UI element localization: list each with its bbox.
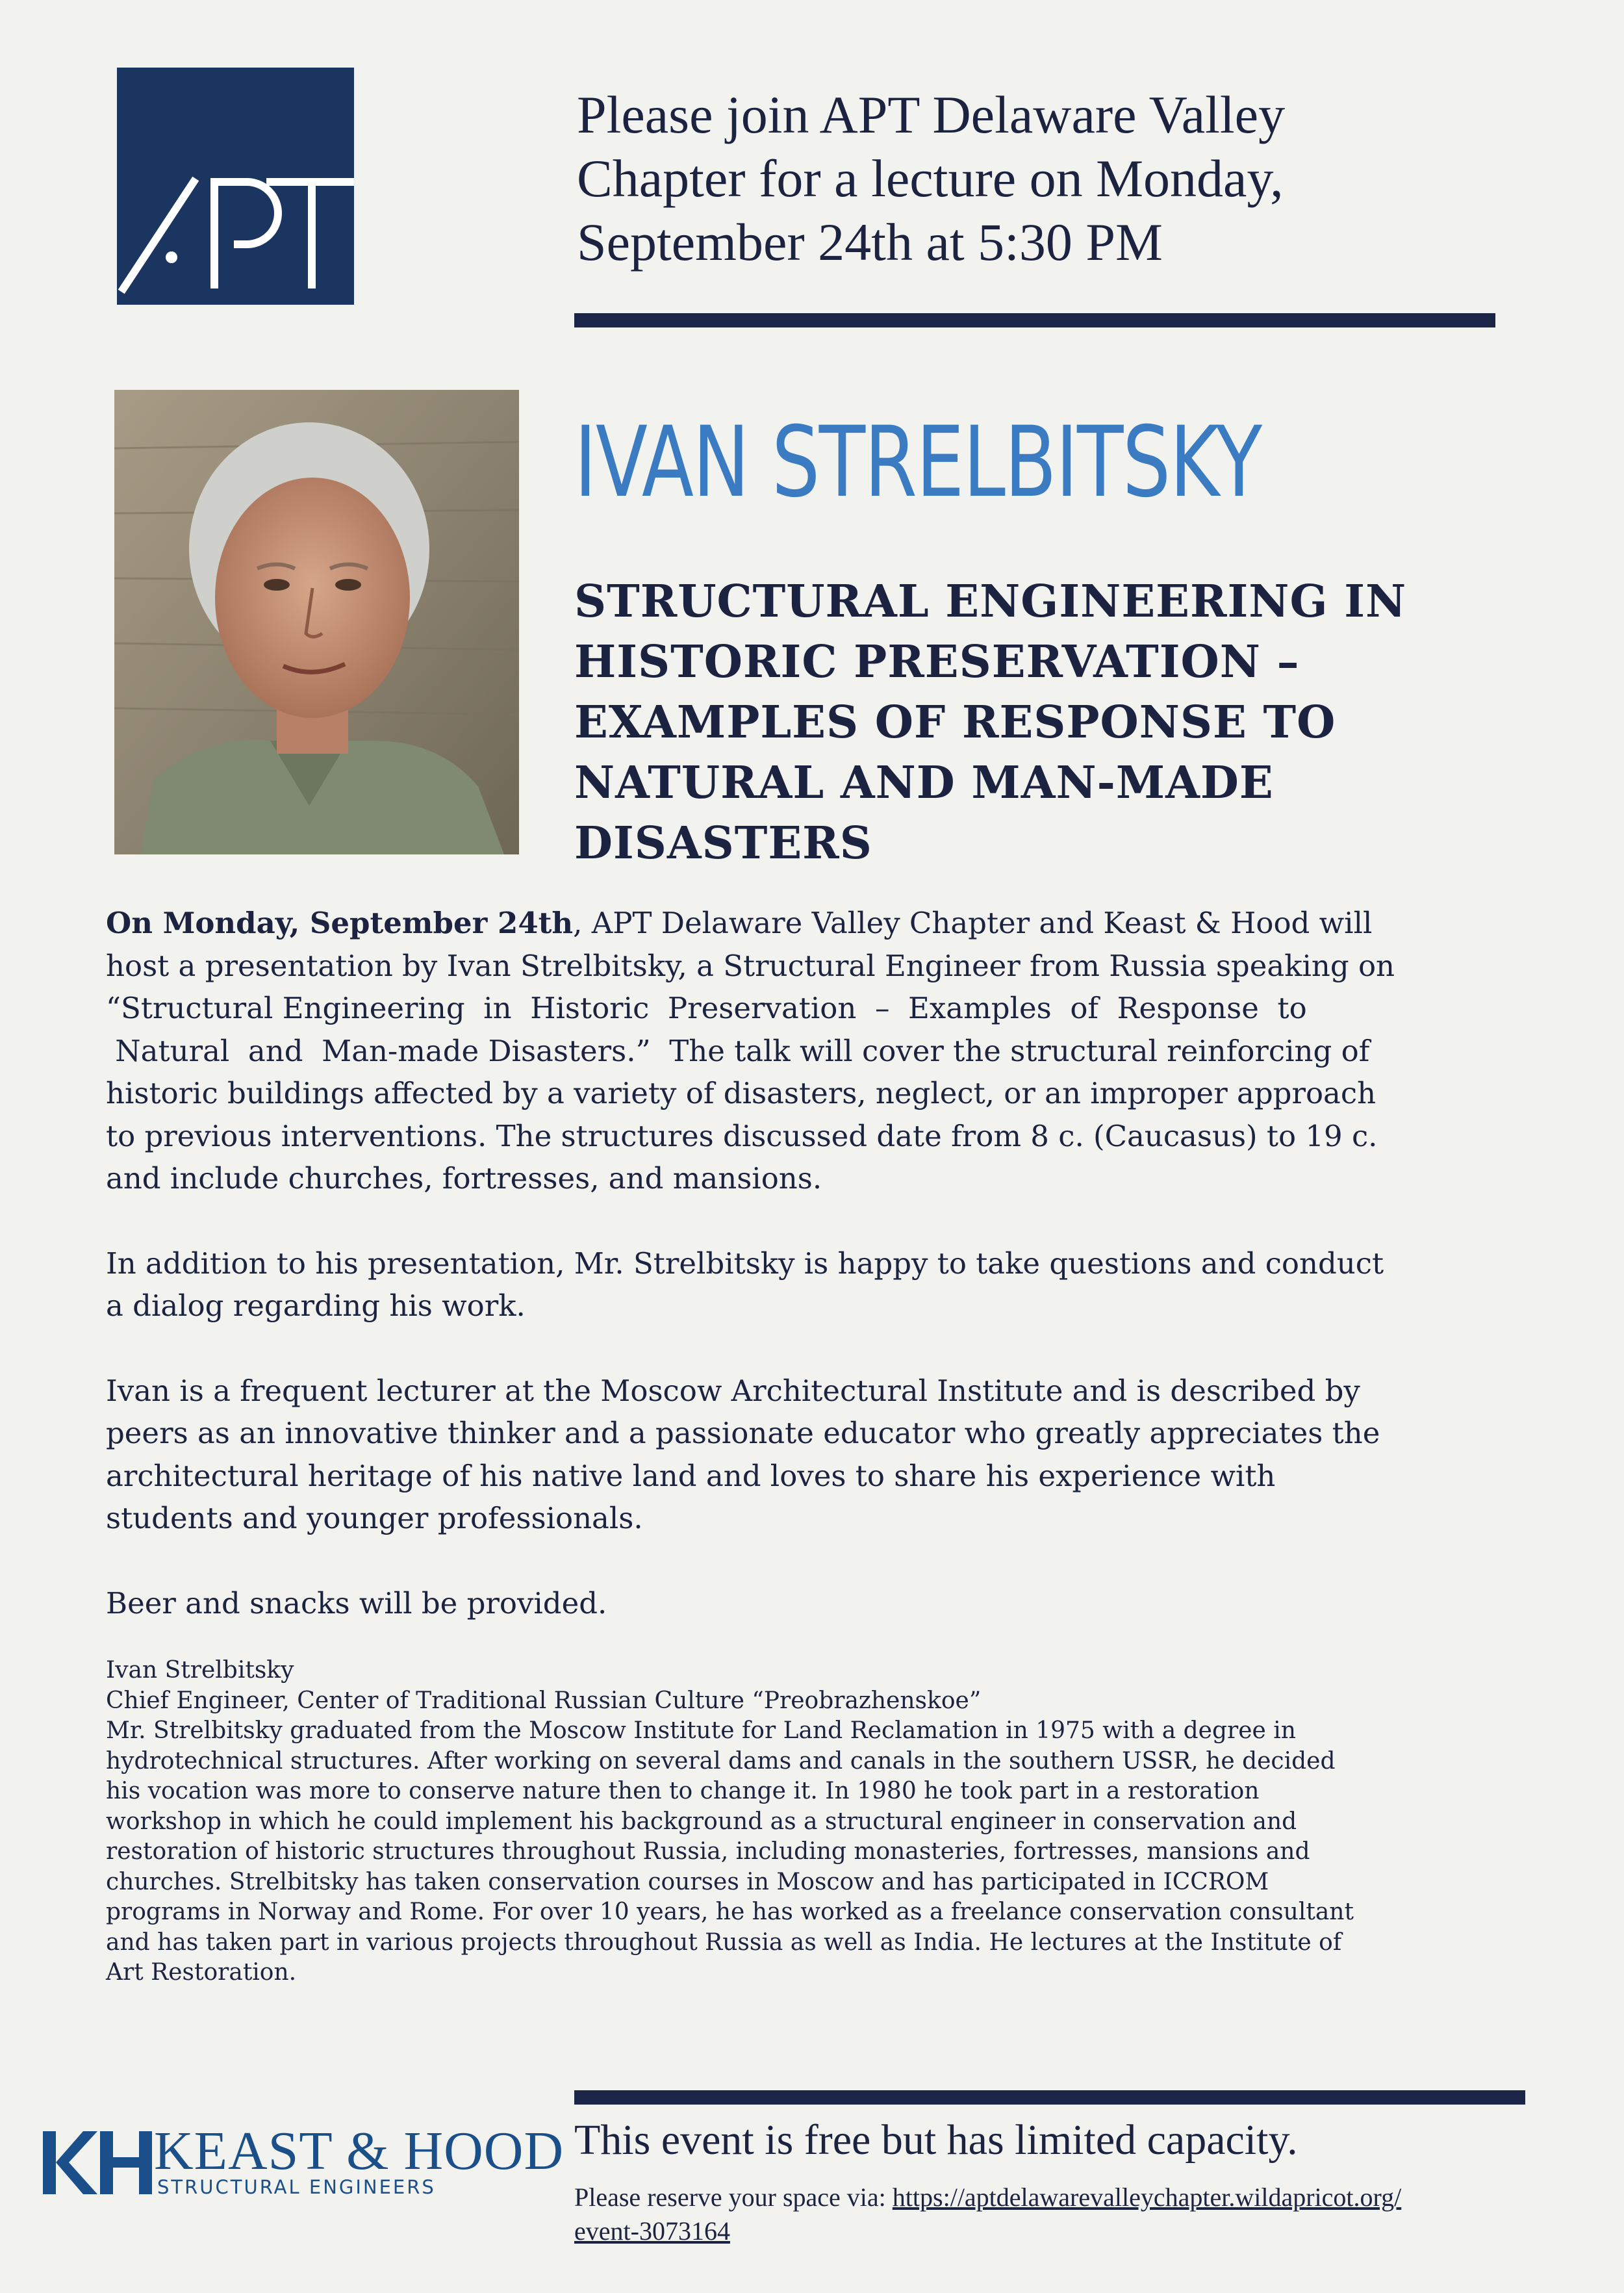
apt-logo-mark-icon	[117, 68, 354, 305]
lecture-title-line: HISTORIC PRESERVATION –	[574, 636, 1300, 688]
paragraph-line: architectural heritage of his native land and loves to share his experience with	[106, 1458, 1276, 1493]
reserve-label: Please reserve your space via:	[574, 2183, 893, 2212]
speaker-portrait-icon	[114, 390, 519, 854]
bio-line: Chief Engineer, Center of Traditional Russian Culture “Preobrazhenskoe”	[106, 1687, 982, 1714]
apt-logo	[117, 68, 354, 305]
lecture-title-line: DISASTERS	[574, 817, 872, 869]
reservation-info	[574, 2181, 1588, 2248]
paragraph-line	[106, 902, 1516, 945]
event-intro	[577, 83, 1551, 274]
description-paragraph-1	[106, 902, 1516, 1200]
bio-line: hydrotechnical structures. After working on several dams and canals in the southern USSR, he decided	[106, 1747, 1336, 1774]
bio-line: and has taken part in various projects throughout Russia as well as India. He lectures at the Institute of	[106, 1928, 1342, 1956]
paragraph-text: , APT Delaware Valley Chapter and Keast & Hood will	[573, 906, 1373, 940]
description-paragraph-2	[106, 1242, 1516, 1327]
keast-hood-logo	[40, 2121, 565, 2204]
speaker-name: IVAN STRELBITSKY	[574, 406, 1262, 519]
intro-line: Please join APT Delaware Valley	[577, 85, 1286, 144]
reservation-link-continued[interactable]: event-3073164	[574, 2216, 730, 2246]
reservation-link[interactable]: https://aptdelawarevalleychapter.wildapricot.org/	[892, 2183, 1402, 2212]
divider-top	[574, 313, 1495, 327]
reservation-line	[574, 2214, 1588, 2248]
paragraph-line: Ivan is a frequent lecturer at the Moscow Architectural Institute and is described by	[106, 1373, 1360, 1408]
reservation-line	[574, 2181, 1588, 2214]
paragraph-line: host a presentation by Ivan Strelbitsky, a Structural Engineer from Russia speaking on	[106, 948, 1395, 983]
kh-monogram-icon	[40, 2129, 157, 2197]
bio-line: his vocation was more to conserve nature then to change it. In 1980 he took part in a restoration	[106, 1778, 1260, 1804]
bio-line: Mr. Strelbitsky graduated from the Moscow Institute for Land Reclamation in 1975 with a degree in	[106, 1717, 1296, 1744]
lecture-title	[574, 572, 1419, 874]
lecture-title-line: NATURAL AND MAN-MADE	[574, 757, 1274, 809]
paragraph-line: historic buildings affected by a variety of disasters, neglect, or an improper approach	[106, 1076, 1377, 1110]
description-paragraph-3	[106, 1370, 1516, 1540]
intro-line: Chapter for a lecture on Monday,	[577, 149, 1284, 208]
bio-line: Ivan Strelbitsky	[106, 1657, 294, 1684]
speaker-bio	[106, 1656, 1535, 1988]
paragraph-line: In addition to his presentation, Mr. Strelbitsky is happy to take questions and conduct	[106, 1246, 1384, 1281]
event-description	[106, 902, 1516, 1624]
bio-line: Art Restoration.	[106, 1959, 297, 1986]
paragraph-line: Natural and Man-made Disasters.” The talk will cover the structural reinforcing of	[106, 1033, 1370, 1068]
speaker-photo	[114, 390, 519, 854]
paragraph-line: students and younger professionals.	[106, 1501, 643, 1535]
paragraph-line: peers as an innovative thinker and a passionate educator who greatly appreciates the	[106, 1416, 1380, 1450]
intro-line: September 24th at 5:30 PM	[577, 212, 1163, 272]
paragraph-line: a dialog regarding his work.	[106, 1288, 526, 1323]
lecture-title-line: STRUCTURAL ENGINEERING IN	[574, 576, 1407, 628]
paragraph-line: “Structural Engineering in Historic Preservation – Examples of Response to	[106, 991, 1307, 1025]
keast-hood-name: KEAST & HOOD	[154, 2121, 565, 2181]
bio-line: workshop in which he could implement his background as a structural engineer in conservation and	[106, 1808, 1297, 1835]
paragraph-line: and include churches, fortresses, and mansions.	[106, 1161, 822, 1196]
bio-line: churches. Strelbitsky has taken conservation courses in Moscow and has participated in ICCROM	[106, 1868, 1269, 1895]
divider-bottom	[574, 2090, 1525, 2105]
capacity-note: This event is free but has limited capacity.	[574, 2116, 1298, 2164]
bio-line: programs in Norway and Rome. For over 10 years, he has worked as a freelance conservation consultant	[106, 1899, 1354, 1925]
paragraph-line: to previous interventions. The structures discussed date from 8 c. (Caucasus) to 19 c.	[106, 1118, 1378, 1153]
date-lead: On Monday, September 24th	[106, 906, 574, 940]
lecture-title-line: EXAMPLES OF RESPONSE TO	[574, 697, 1336, 749]
bio-line: restoration of historic structures throughout Russia, including monasteries, fortresses, mansions and	[106, 1838, 1310, 1865]
keast-hood-subtitle: STRUCTURAL ENGINEERS	[157, 2176, 436, 2198]
description-paragraph-4	[106, 1582, 1516, 1625]
paragraph-line: Beer and snacks will be provided.	[106, 1585, 607, 1620]
